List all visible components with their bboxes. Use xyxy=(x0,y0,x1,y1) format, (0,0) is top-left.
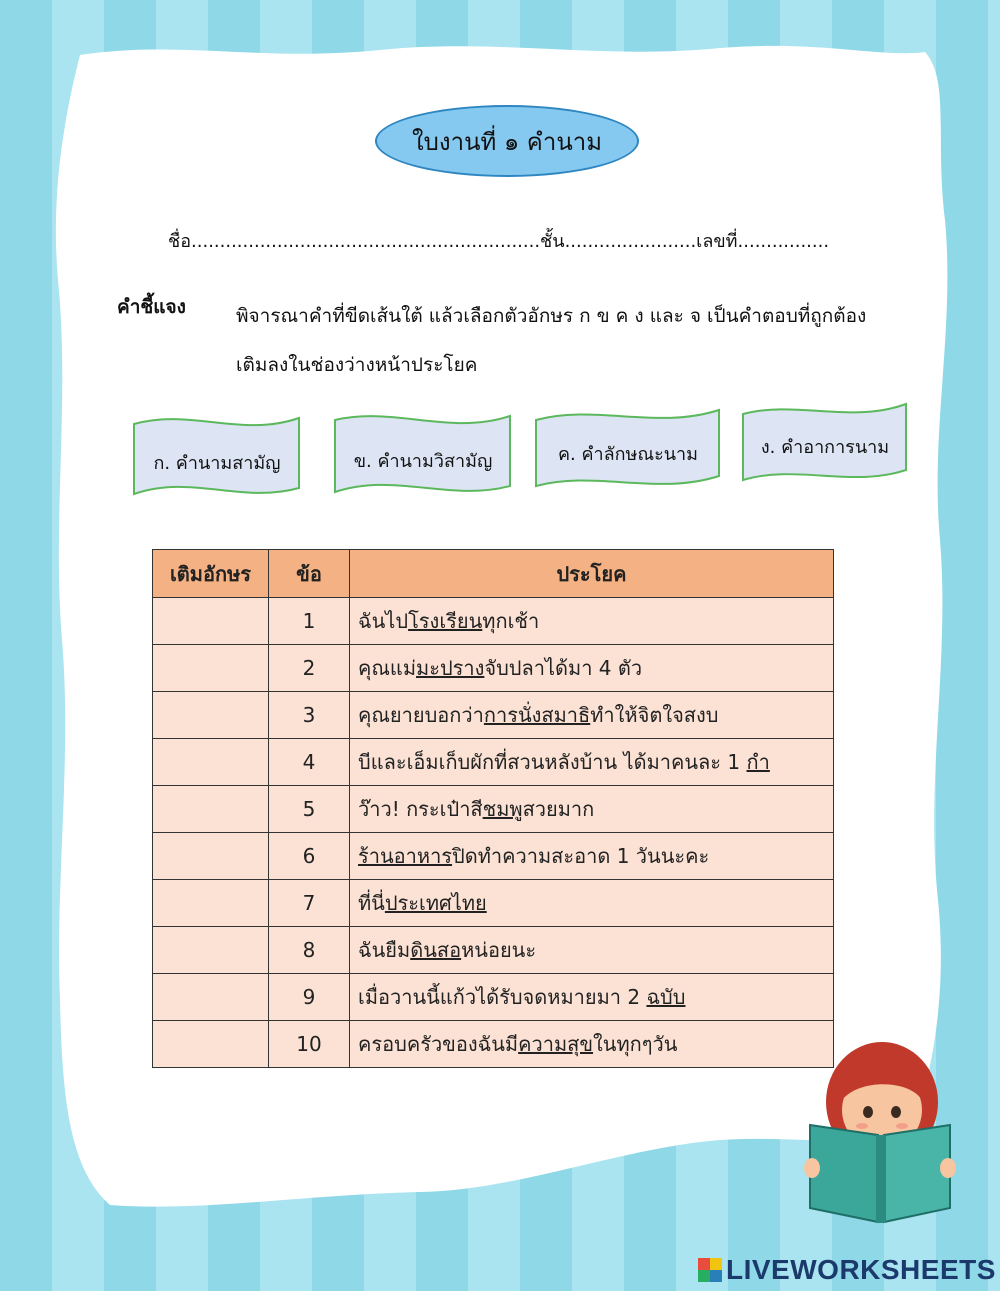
sentence-text: เมื่อวานนี้แก้วได้รับจดหมายมา 2 xyxy=(358,985,647,1009)
answer-input-cell[interactable] xyxy=(153,786,269,833)
sentence-text: จับปลาได้มา 4 ตัว xyxy=(484,656,643,680)
underlined-word: ดินสอ xyxy=(410,938,462,962)
table-row xyxy=(153,645,834,692)
table-row xyxy=(153,927,834,974)
girl-reading-book-illustration xyxy=(800,1040,960,1234)
answer-input-cell[interactable] xyxy=(153,880,269,927)
liveworksheets-logo xyxy=(698,1254,996,1286)
option-label-b: ข. คำนามวิสามัญ xyxy=(353,451,493,472)
sentence-text: บีและเอ็มเก็บผักที่สวนหลังบ้าน ได้มาคนละ 1 xyxy=(358,750,747,774)
answer-input-cell[interactable] xyxy=(153,692,269,739)
answer-input-cell[interactable] xyxy=(153,1021,269,1068)
worksheet-table xyxy=(152,549,834,1068)
option-flag-d xyxy=(740,402,910,484)
item-number: 5 xyxy=(269,786,350,833)
header-number: ข้อ xyxy=(269,550,350,598)
underlined-word: มะปราง xyxy=(416,656,485,680)
underlined-word: ประเทศไทย xyxy=(384,891,487,915)
sentence-cell xyxy=(350,645,834,692)
option-flag-b xyxy=(332,410,514,496)
option-flag-c xyxy=(533,406,723,490)
header-sentence: ประโยค xyxy=(350,550,834,598)
table-row xyxy=(153,598,834,645)
table-row xyxy=(153,833,834,880)
item-number: 7 xyxy=(269,880,350,927)
sentence-cell xyxy=(350,880,834,927)
sentence-text: ว๊าว! กระเป๋าสี xyxy=(358,797,483,821)
student-info-line: ชื่อ.............................................................ชั้น.......................เลขที่................ xyxy=(168,231,830,252)
answer-input-cell[interactable] xyxy=(153,974,269,1021)
answer-input-cell[interactable] xyxy=(153,739,269,786)
answer-input-cell[interactable] xyxy=(153,833,269,880)
sentence-text: ฉันไป xyxy=(358,609,409,633)
underlined-word: กำ xyxy=(746,750,770,774)
liveworksheets-brand: LIVEWORKSHEETS xyxy=(726,1254,996,1285)
liveworksheets-logo-icon xyxy=(698,1258,722,1282)
answer-input-cell[interactable] xyxy=(153,927,269,974)
item-number: 8 xyxy=(269,927,350,974)
sentence-text: ในทุกๆวัน xyxy=(593,1032,678,1056)
item-number: 3 xyxy=(269,692,350,739)
sentence-cell xyxy=(350,786,834,833)
sentence-text: ทำให้จิตใจสงบ xyxy=(590,703,719,727)
sentence-cell xyxy=(350,598,834,645)
table-row xyxy=(153,974,834,1021)
sentence-text: ฉันยืม xyxy=(358,938,411,962)
sentence-text: ทุกเช้า xyxy=(482,609,540,633)
table-row xyxy=(153,692,834,739)
item-number: 6 xyxy=(269,833,350,880)
item-number: 10 xyxy=(269,1021,350,1068)
item-number: 9 xyxy=(269,974,350,1021)
sentence-text: คุณยายบอกว่า xyxy=(358,703,484,727)
underlined-word: การนั่งสมาธิ xyxy=(483,703,591,727)
underlined-word: ฉบับ xyxy=(646,985,686,1009)
table-header-row xyxy=(153,550,834,598)
sentence-cell xyxy=(350,833,834,880)
underlined-word: ความสุข xyxy=(518,1032,594,1056)
instructions-text: พิจารณาคำที่ขีดเส้นใต้ แล้วเลือกตัวอักษร ก ข ค ง และ จ เป็นคำตอบที่ถูกต้องเติมลงในช่องว่างหน้าประโยค xyxy=(236,305,867,376)
sentence-cell xyxy=(350,927,834,974)
sentence-text: ที่นี่ xyxy=(358,891,385,915)
table-row xyxy=(153,739,834,786)
sentence-text: ครอบครัวของฉันมี xyxy=(358,1032,519,1056)
underlined-word: โรงเรียน xyxy=(408,609,483,633)
sentence-cell xyxy=(350,739,834,786)
underlined-word: ชมพู xyxy=(482,797,523,821)
sentence-cell xyxy=(350,692,834,739)
table-row xyxy=(153,1021,834,1068)
item-number: 4 xyxy=(269,739,350,786)
item-number: 2 xyxy=(269,645,350,692)
option-label-d: ง. คำอาการนาม xyxy=(760,437,890,458)
underlined-word: ร้านอาหาร xyxy=(358,844,453,868)
sentence-cell xyxy=(350,1021,834,1068)
answer-input-cell[interactable] xyxy=(153,598,269,645)
worksheet-title: ใบงานที่ ๑ คำนาม xyxy=(375,105,639,177)
sentence-text: สวยมาก xyxy=(522,797,595,821)
header-answer: เติมอักษร xyxy=(153,550,269,598)
sentence-cell xyxy=(350,974,834,1021)
table-row xyxy=(153,786,834,833)
instructions-label: คำชี้แจง xyxy=(117,296,186,318)
sentence-text: หน่อยนะ xyxy=(461,938,537,962)
option-flag-a xyxy=(131,412,303,498)
table-row xyxy=(153,880,834,927)
sentence-text: ปิดทำความสะอาด 1 วันนะคะ xyxy=(452,844,710,868)
sentence-text: คุณแม่ xyxy=(358,656,417,680)
answer-input-cell[interactable] xyxy=(153,645,269,692)
option-label-a: ก. คำนามสามัญ xyxy=(153,453,281,474)
option-label-c: ค. คำลักษณะนาม xyxy=(557,444,699,465)
item-number: 1 xyxy=(269,598,350,645)
